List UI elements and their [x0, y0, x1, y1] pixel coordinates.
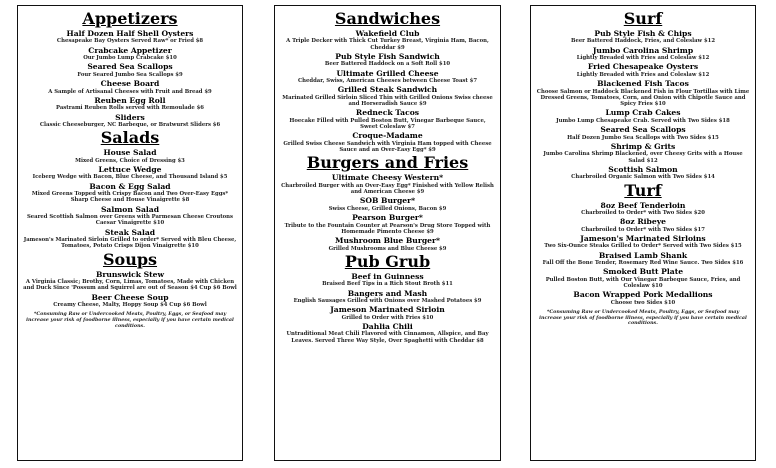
- menu-item-name: Jameson Marinated Sirloin: [330, 305, 445, 315]
- menu-item-desc: Marinated Grilled Sirloin Sliced Thin with Grilled Onions Swiss cheese and Horseradish Sauce $9: [282, 94, 493, 108]
- menu-item-desc: Jumbo Carolina Shrimp Blackened, over Cheesy Grits with a House Salad $12: [543, 151, 743, 164]
- menu-item-name: 8oz Beef Tenderloin: [600, 200, 686, 210]
- menu-item-desc: Mixed Greens Topped with Crispy Bacon and Two Over-Easy Eggs* Sharp Cheese and House Vinaigrette $8: [31, 191, 229, 204]
- menu-item-desc: Four Seared Jumbo Sea Scallops $9: [77, 71, 183, 78]
- menu-item-desc: Jumbo Lump Chesapeake Crab. Served with Two Sides $18: [556, 117, 730, 124]
- menu-item-name: Lettuce Wedge: [98, 164, 162, 174]
- menu-item-name: Blackened Fish Tacos: [597, 79, 689, 89]
- menu-item-name: Pub Style Fish Sandwich: [335, 52, 440, 61]
- menu-item-desc: A Sample of Artisanal Cheeses with Fruit and Bread $9: [48, 88, 212, 95]
- menu-item-name: Sliders: [115, 112, 145, 122]
- section-title-surf: Surf: [623, 9, 663, 28]
- menu-item-name: Croque-Madame: [352, 131, 423, 141]
- menu-item-desc: Grilled Swiss Cheese Sandwich with Virginia Ham topped with Cheese Sauce and an Over-Easy Egg* $9: [283, 140, 492, 154]
- consumer-advisory-footnote: *Consuming Raw or Undercooked Meats, Poultry, Eggs, or Seafood may increase your risk of foodborne illness, especially if you have certain medical conditions.: [539, 309, 747, 327]
- menu-item-desc: Our Jumbo Lump Crabcake $10: [83, 55, 177, 62]
- menu-item-desc: Beer Battered Haddock, Fries, and Coleslaw $12: [570, 38, 716, 45]
- menu-item-desc: Charbroiled Organic Salmon with Two Sides $14: [571, 174, 715, 181]
- menu-item-desc: Choose two Sides $10: [610, 299, 676, 306]
- menu-item-name: Beer Cheese Soup: [91, 292, 169, 302]
- menu-item-name: Reuben Egg Roll: [94, 95, 166, 105]
- menu-item-desc: Lightly Breaded with Fries and Coleslaw $12: [576, 71, 710, 78]
- menu-item-name: Bangers and Mash: [347, 288, 428, 298]
- menu-item-desc: Tribute to the Fountain Counter at Pearson's Drug Store Topped with Homemade Pimento Cheese $9: [284, 222, 491, 235]
- menu-item-desc: Chesapeake Bay Oysters Served Raw* or Fried $8: [56, 38, 204, 45]
- menu-item-name: Seared Sea Scallops: [600, 125, 686, 135]
- menu-item-name: Steak Salad: [104, 227, 156, 237]
- menu-item-desc: Pastrami Reuben Rolls served with Remoulade $6: [56, 105, 204, 112]
- menu-item-name: Pearson Burger*: [352, 213, 423, 223]
- menu-item-name: Lump Crab Cakes: [605, 108, 681, 118]
- menu-item-name: Bacon & Egg Salad: [89, 181, 171, 191]
- menu-item-name: Brunswick Stew: [95, 269, 165, 279]
- menu-item-desc: A Virginia Classic; Brothy, Corn, Limas, Tomatoes, Made with Chicken and Duck Since 'Possum and Squirrel are out of Season $4 Cup $6 Bowl: [23, 279, 237, 292]
- menu-item-name: Wakefield Club: [355, 29, 420, 38]
- menu-item-name: Ultimate Grilled Cheese: [336, 68, 439, 78]
- menu-item-name: Half Dozen Half Shell Oysters: [66, 29, 194, 38]
- menu-item-name: Fried Chesapeake Oysters: [587, 62, 699, 72]
- menu-item-name: Smoked Butt Plate: [602, 267, 684, 277]
- menu-item-desc: Creamy Cheese, Malty, Hoppy Soup $4 Cup $6 Bowl: [53, 302, 207, 309]
- menu-item-name: Crabcake Appetizer: [88, 45, 172, 55]
- section-title-soups: Soups: [102, 249, 158, 269]
- menu-item-desc: Mixed Greens, Choice of Dressing $3: [75, 157, 185, 164]
- consumer-advisory-footnote: *Consuming Raw or Undercooked Meats, Poultry, Eggs, or Seafood may increase your risk of foodborne illness, especially if you have certain medical conditions.: [26, 311, 234, 329]
- menu-item-desc: Two Six-Ounce Steaks Grilled to Order* Served with Two Sides $15: [544, 243, 742, 250]
- menu-item-desc: Seared Scottish Salmon over Greens with Parmesan Cheese Croutons Caesar Vinaigrette $10: [26, 214, 234, 227]
- menu-item-name: Bacon Wrapped Pork Medallions: [573, 290, 713, 300]
- menu-item-desc: Beer Battered Haddock on a Soft Roll $10: [324, 61, 451, 68]
- menu-item-desc: Half Dozen Jumbo Sea Scallops with Two Sides $15: [567, 134, 719, 141]
- menu-item-name: Ultimate Cheesy Western*: [331, 173, 444, 183]
- menu-item-desc: Swiss Cheese, Grilled Onions, Bacon $9: [328, 205, 447, 212]
- menu-item-desc: Choose Salmon or Haddock Blackened Fish in Flour Tortillas with Lime Dressed Greens, Tomatoes, Corn, and Onion with Chipotle Sauce and Spicy Fries $10: [536, 88, 750, 108]
- section-title-pub-grub: Pub Grub: [344, 251, 431, 271]
- menu-item-name: Redneck Tacos: [355, 108, 420, 118]
- section-title-burgers: Burgers and Fries: [306, 153, 469, 173]
- menu-panel-center: [274, 5, 501, 461]
- menu-item-name: Jameson's Marinated Sirloins: [580, 233, 706, 243]
- menu-item-name: Cheese Board: [100, 79, 160, 89]
- menu-panel-left: [17, 5, 243, 461]
- menu-item-name: Dahlia Chili: [362, 321, 413, 331]
- menu-item-name: Grilled Steak Sandwich: [337, 85, 438, 95]
- menu-item-name: 8oz Ribeye: [620, 217, 666, 227]
- menu-item-name: Braised Lamb Shank: [598, 250, 688, 260]
- menu-item-desc: Pulled Boston Butt, with Our Vinegar Barbeque Sauce, Fries, and Coleslaw $10: [545, 276, 741, 290]
- menu-item-desc: Jameson's Marinated Sirloin Grilled to order* Served with Bleu Cheese, Tomatoes, Potato Crisps Dijon Vinaigrette $10: [23, 237, 237, 250]
- menu-panel-right: [530, 5, 756, 461]
- menu-item-name: Mushroom Blue Burger*: [335, 236, 440, 246]
- menu-item-desc: Fall Off the Bone Tender, Rosemary Red Wine Sauce. Two Sides $16: [542, 260, 744, 267]
- menu-item-desc: English Sausages Grilled with Onions over Mashed Potatoes $9: [293, 297, 482, 304]
- menu-item-desc: Cheddar, Swiss, American Cheeses between Cheese Toast $7: [297, 78, 478, 85]
- menu-item-name: SOB Burger*: [359, 196, 416, 206]
- menu-item-name: Salmon Salad: [100, 204, 160, 214]
- menu-item-name: Seared Sea Scallops: [87, 62, 173, 72]
- menu-item-desc: Charbroiled to Order* with Two Sides $20: [581, 209, 705, 216]
- menu-item-name: Shrimp & Grits: [610, 141, 676, 151]
- menu-item-name: Jumbo Carolina Shrimp: [592, 45, 694, 55]
- menu-item-name: Scottish Salmon: [608, 164, 678, 174]
- section-title-salads: Salads: [100, 128, 160, 148]
- menu-item-desc: Grilled Mushrooms and Blue Cheese $9: [328, 245, 447, 252]
- menu-item-desc: Braised Beef Tips in a Rich Stout Broth $11: [322, 281, 453, 288]
- menu-item-desc: Grilled to Order with Fries $10: [341, 314, 434, 321]
- menu-item-desc: A Triple Decker with Thick Cut Turkey Breast, Virginia Ham, Bacon, Cheddar $9: [286, 38, 489, 51]
- menu-item-desc: Charbroiled to Order* with Two Sides $17: [581, 226, 705, 233]
- menu-item-desc: Iceberg Wedge with Bacon, Blue Cheese, and Thousand Island $5: [32, 174, 228, 181]
- menu-item-name: Pub Style Fish & Chips: [594, 29, 692, 38]
- section-title-turf: Turf: [624, 180, 662, 200]
- menu-item-desc: Charbroiled Burger with an Over-Easy Egg* Finished with Yellow Relish and American Cheese $9: [281, 182, 494, 196]
- menu-item-desc: Classic Cheeseburger, NC Barbeque, or Bratwurst Sliders $6: [39, 121, 221, 128]
- section-title-sandwiches: Sandwiches: [334, 9, 441, 28]
- menu-item-desc: Hoecake Filled with Pulled Boston Butt, Vinegar Barbeque Sauce, Sweet Coleslaw $7: [289, 117, 486, 131]
- menu-item-desc: Lightly Breaded with Fries and Coleslaw $12: [576, 55, 710, 62]
- section-title-appetizers: Appetizers: [82, 9, 178, 28]
- menu-item-desc: Untraditional Meat Chili Flavored with Cinnamon, Allspice, and Bay Leaves. Served Three Way Style, Over Spaghetti with Cheddar $8: [286, 331, 489, 344]
- menu-item-name: Beef in Guinness: [351, 271, 424, 281]
- menu-item-name: House Salad: [103, 148, 157, 158]
